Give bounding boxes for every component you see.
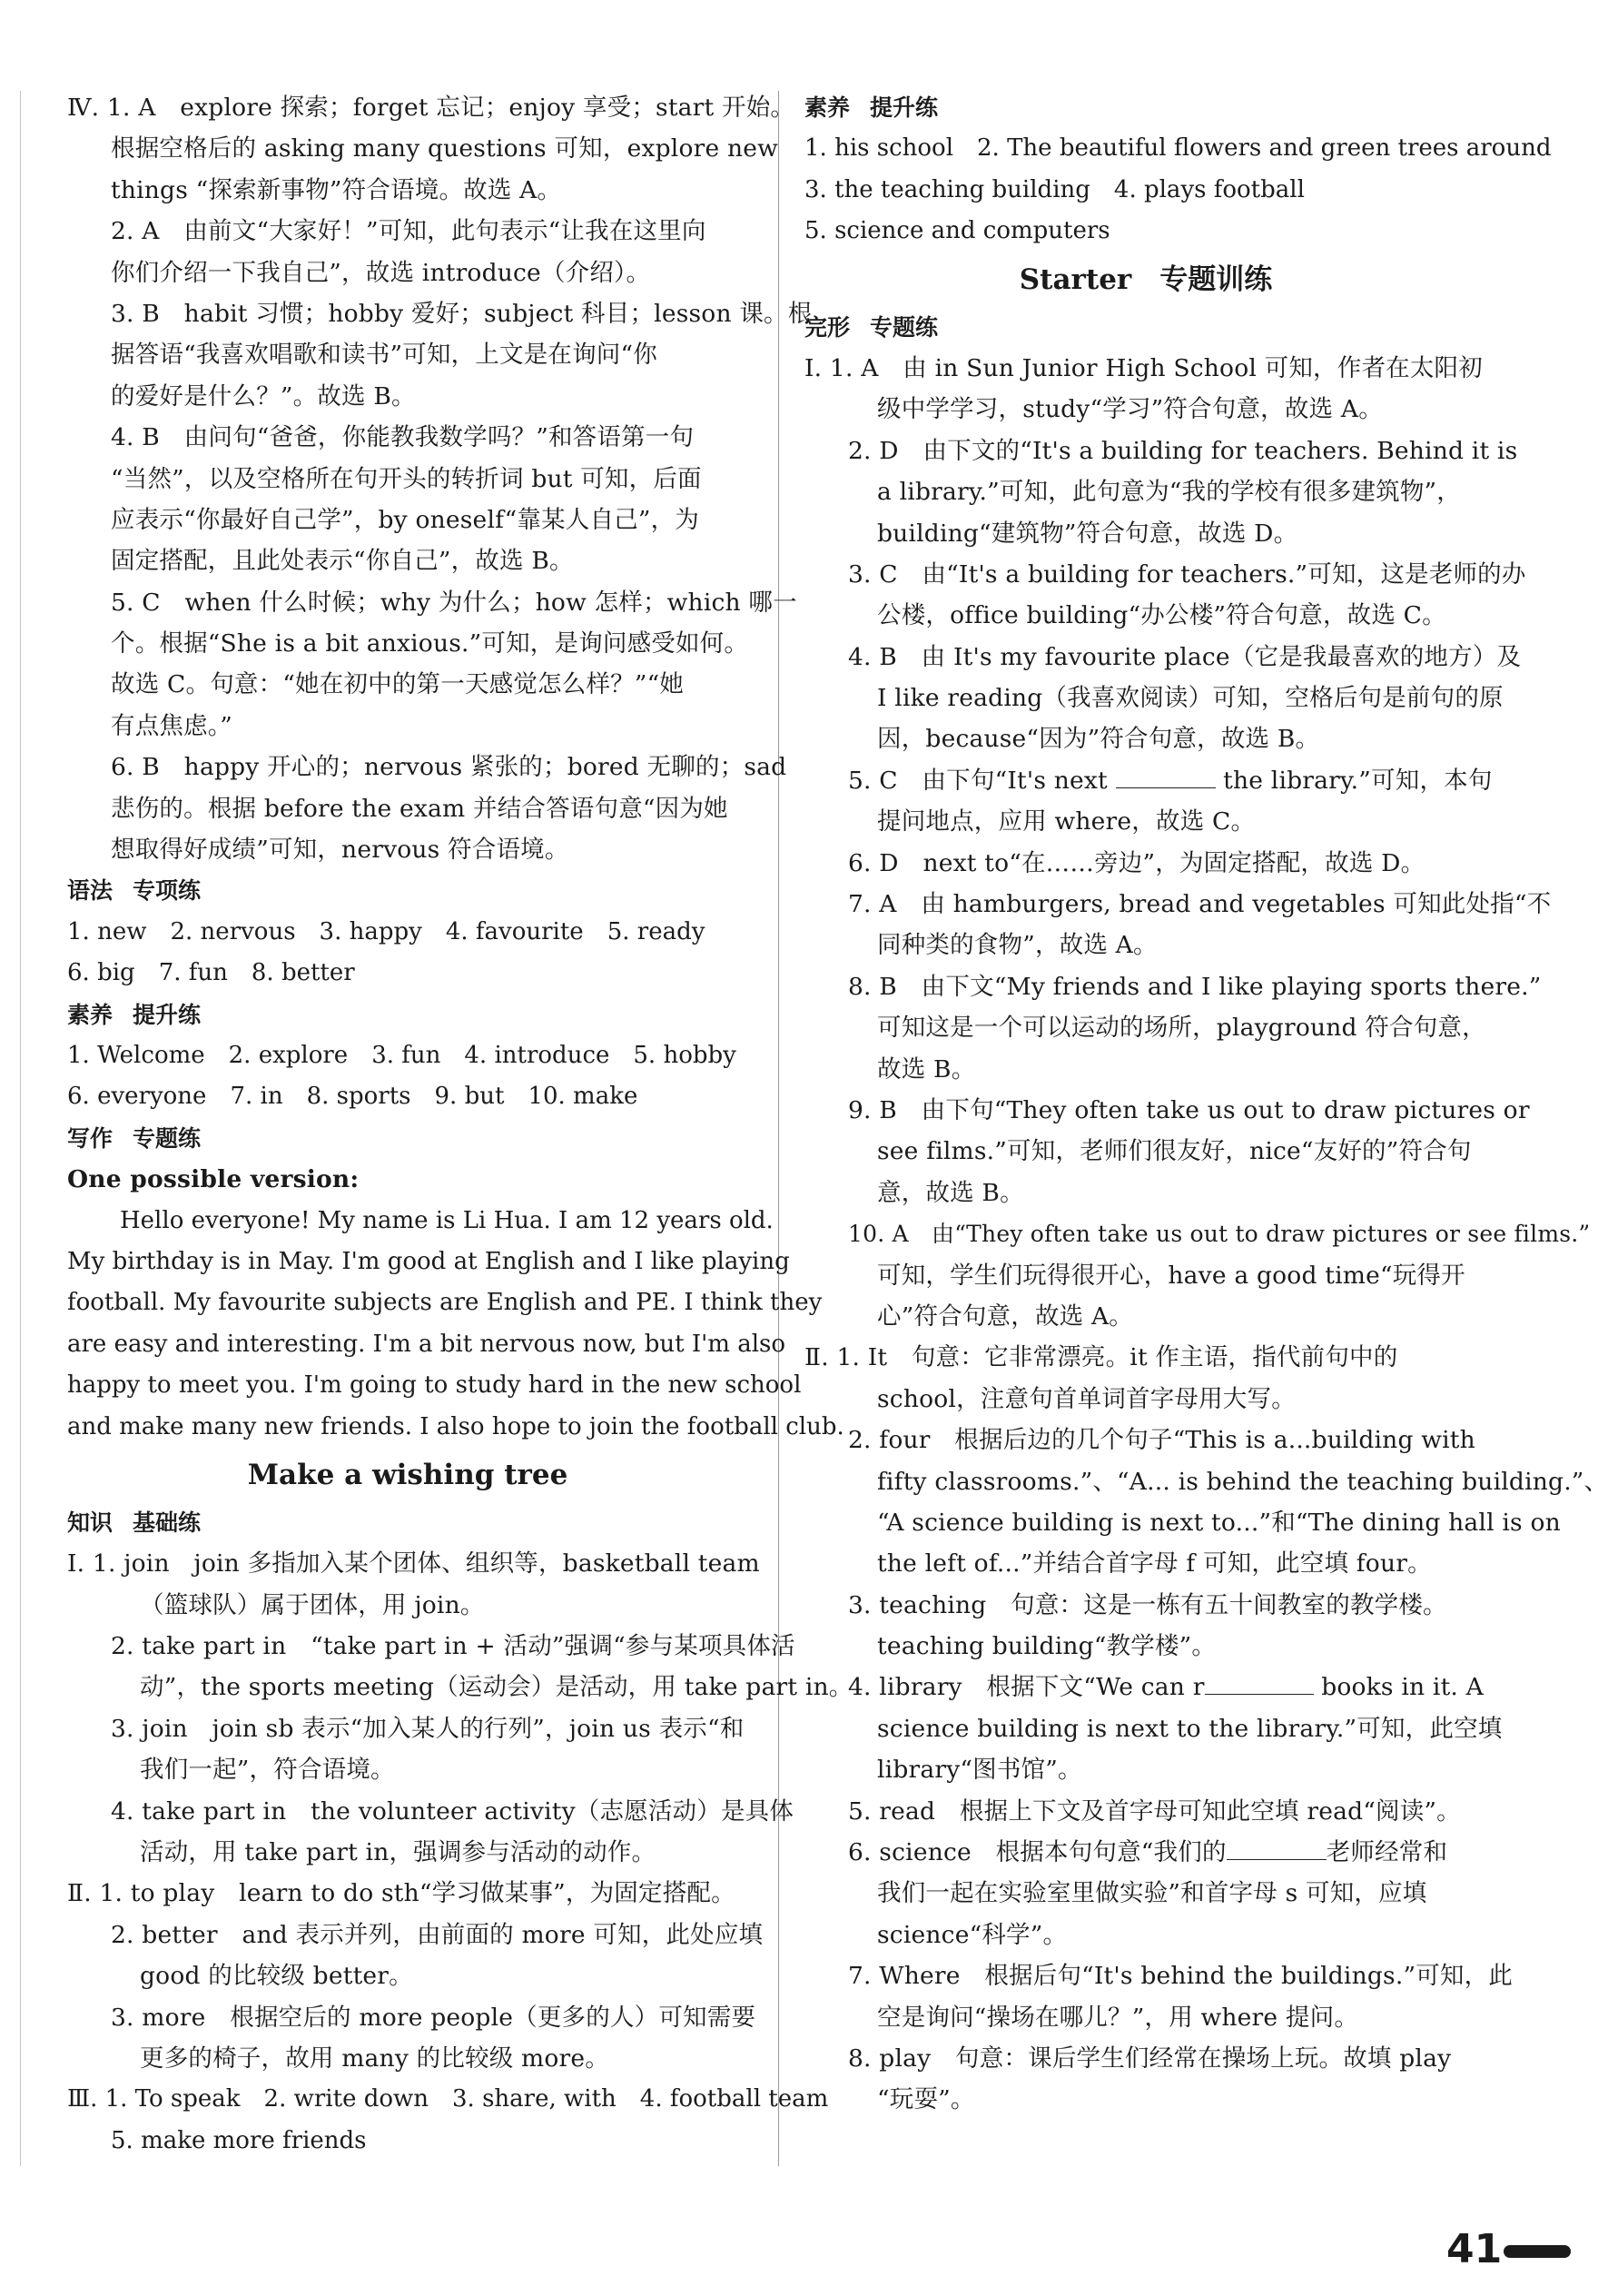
answer-item: 5. hobby — [633, 1041, 736, 1069]
answer-item: 3. the teaching building — [804, 175, 1090, 203]
answer-item: 1. new — [67, 917, 147, 945]
answer-item: 3. fun — [371, 1041, 441, 1069]
answer-item: 9. but — [434, 1083, 505, 1111]
answer-row — [804, 211, 1487, 252]
answer-item: 3. happy — [319, 917, 422, 945]
answer-item: 5. make more friends — [111, 2126, 367, 2154]
left-column — [67, 87, 853, 2162]
answer-text: books in it. A — [1321, 1673, 1485, 1702]
writing-label: One possible version: — [67, 1165, 360, 1194]
answer-line: 可知，学生们玩得很开心，have a good time“玩得开 — [877, 1261, 1465, 1290]
answer-item: 1. his school — [804, 134, 954, 163]
section-heading-grammar: 语法 专项练 — [67, 877, 202, 905]
answer-item: Ⅲ. 1. To speak — [67, 2085, 241, 2113]
answer-line: 7. Where 根据后句“It's behind the buildings.”可知，此 — [848, 1962, 1514, 1991]
answer-line: 2. A 由前文“大家好！”可知，此句表示“让我在这里向 — [111, 217, 706, 246]
answer-line: 提问地点，应用 where，故选 C。 — [877, 807, 1256, 836]
answer-line: 5. read 根据上下文及首字母可知此空填 read“阅读”。 — [848, 1796, 1461, 1826]
section-heading-cloze: 完形 专题练 — [804, 313, 939, 341]
answer-item: 4. plays football — [1113, 175, 1305, 203]
answer-item: 4. football team — [639, 2085, 829, 2113]
answer-line: 你们介绍一下我自己”，故选 introduce（介绍）。 — [111, 258, 651, 287]
answer-item: 1. Welcome — [67, 1041, 205, 1069]
answer-item: 4. introduce — [464, 1041, 610, 1069]
answer-line: 4. B 由问句“爸爸，你能教我数学吗？”和答语第一句 — [111, 423, 695, 452]
answer-line: 5. C when 什么时候；why 为什么；how 怎样；which 哪一 — [111, 588, 797, 617]
answer-line: 6. D next to“在……旁边”，为固定搭配，故选 D。 — [848, 848, 1425, 877]
answer-line: 更多的椅子，故用 many 的比较级 more。 — [140, 2044, 609, 2073]
blank-line — [1227, 1836, 1327, 1860]
right-column — [804, 87, 1608, 2121]
answer-line: building“建筑物”符合句意，故选 D。 — [877, 519, 1298, 548]
answer-text: 老师经常和 — [1326, 1838, 1448, 1867]
answer-line: 固定搭配，且此处表示“你自己”，故选 B。 — [111, 547, 574, 576]
answer-line: 3. more 根据空后的 more people（更多的人）可知需要 — [111, 2003, 756, 2032]
answer-item: 8. better — [251, 959, 355, 987]
answer-line — [804, 1832, 1487, 1873]
answer-line: 的爱好是什么？”。故选 B。 — [111, 381, 416, 411]
answer-line: （篮球队）属于团体，用 join。 — [140, 1590, 485, 1619]
answer-line: 6. B happy 开心的；nervous 紧张的；bored 无聊的；sad — [111, 753, 787, 782]
answer-row — [67, 912, 748, 953]
answer-line: 4. B 由 It's my favourite place（它是我最喜欢的地方）及 — [848, 642, 1522, 671]
answer-line: school，注意句首单词首字母用大写。 — [877, 1384, 1296, 1413]
answer-item: 5. science and computers — [804, 217, 1110, 245]
answer-line: Ⅱ. 1. to play learn to do sth“学习做某事”，为固定搭配。 — [67, 1879, 735, 1908]
answer-line: 活动，用 take part in，强调参与活动的动作。 — [140, 1838, 656, 1867]
answer-line: 4. take part in the volunteer activity（志愿活动）是具体 — [111, 1796, 794, 1826]
answer-line: 空是询问“操场在哪儿？”，用 where 提问。 — [877, 2003, 1359, 2032]
answer-line: Ⅰ. 1. join join 多指加入某个团体、组织等，basketball team — [67, 1549, 760, 1578]
answer-line: 2. take part in “take part in + 活动”强调“参与某项具体活 — [111, 1632, 795, 1661]
answer-line: 3. C 由“It's a building for teachers.”可知，这是老师的办 — [848, 559, 1526, 589]
section-heading-suyang: 素养 提升练 — [804, 94, 939, 121]
answer-text: 6. science 根据本句句意“我们的 — [848, 1838, 1227, 1867]
answer-item: 10. make — [528, 1083, 638, 1111]
answer-line: 因，because“因为”符合句意，故选 B。 — [877, 725, 1320, 754]
answer-line: 心”符合句意，故选 A。 — [877, 1301, 1134, 1331]
answer-text: 4. library 根据下文“We can r — [848, 1673, 1205, 1702]
page-number: 41 — [1446, 2226, 1503, 2272]
answer-line: 2. better and 表示并列，由前面的 more 可知，此处应填 — [111, 1920, 764, 1949]
answer-line: “A science building is next to...”和“The dining hall is on — [877, 1508, 1561, 1537]
answer-row — [804, 170, 1487, 211]
answer-line: 我们一起”，符合语境。 — [140, 1756, 395, 1785]
answer-line: 动”，the sports meeting（运动会）是活动，用 take part in。 — [140, 1673, 853, 1702]
answer-item: 3. share, with — [452, 2085, 617, 2113]
section-heading-suyang: 素养 提升练 — [67, 1001, 202, 1028]
answer-line: 根据空格后的 asking many questions 可知，explore new — [111, 134, 779, 163]
answer-item: 2. write down — [263, 2085, 429, 2113]
answer-line: 2. D 由下文的“It's a building for teachers. Behind it is — [848, 436, 1518, 465]
answer-line: 个。根据“She is a bit anxious.”可知，是询问感受如何。 — [111, 629, 749, 658]
answer-item: 5. ready — [607, 917, 705, 945]
answer-row — [67, 2079, 829, 2120]
answer-item: 6. everyone — [67, 1083, 207, 1111]
answer-item: 4. favourite — [445, 917, 584, 945]
writing-line: My birthday is in May. I'm good at English and I like playing — [67, 1247, 790, 1275]
answer-line: 应表示“你最好自己学”，by oneself“靠某人自己”，为 — [111, 505, 700, 534]
answer-item: 2. nervous — [170, 917, 296, 945]
answer-line: I like reading（我喜欢阅读）可知，空格后句是前句的原 — [877, 684, 1504, 713]
blank-line — [1205, 1670, 1314, 1695]
answer-line: 3. B habit 习惯；hobby 爱好；subject 科目；lesson 课。根 — [111, 299, 813, 328]
page-number-bar — [1504, 2245, 1571, 2258]
answer-row — [67, 953, 748, 994]
answer-line: “当然”，以及空格所在句开头的转折词 but 可知，后面 — [111, 464, 702, 493]
answer-row — [67, 1035, 748, 1076]
answer-line: 8. play 句意：课后学生们经常在操场上玩。故填 play — [848, 2044, 1452, 2073]
answer-line: 悲伤的。根据 before the exam 并结合答语句意“因为她 — [111, 794, 728, 823]
answer-line — [804, 760, 1493, 801]
answer-text: 5. C 由下句“It's next — [848, 766, 1108, 795]
answer-line: 可知这是一个可以运动的场所，playground 符合句意， — [877, 1014, 1486, 1043]
answer-line: 级中学学习，study“学习”符合句意，故选 A。 — [877, 395, 1383, 424]
answer-line: science“科学”。 — [877, 1920, 1068, 1949]
column-divider — [778, 91, 779, 2166]
answer-line: things “探索新事物”符合语境。故选 A。 — [111, 175, 562, 204]
writing-line: happy to meet you. I'm going to study hard in the new school — [67, 1371, 802, 1400]
left-margin-rule — [20, 91, 21, 2166]
answer-line: 我们一起在实验室里做实验”和首字母 s 可知，应填 — [877, 1879, 1427, 1908]
answer-line: 故选 C。句意：“她在初中的第一天感觉怎么样？”“她 — [111, 670, 685, 699]
answer-item: 2. The beautiful flowers and green trees around — [977, 134, 1552, 163]
answer-item: 2. explore — [228, 1041, 349, 1069]
answer-line: 据答语“我喜欢唱歌和读书”可知，上文是在询问“你 — [111, 341, 657, 370]
answer-line: 9. B 由下句“They often take us out to draw pictures or — [848, 1095, 1530, 1124]
answer-line: 意，故选 B。 — [877, 1178, 1024, 1207]
answer-line: library“图书馆”。 — [877, 1756, 1082, 1785]
answer-text: the library.”可知，本句 — [1223, 766, 1493, 795]
blank-line — [1116, 764, 1216, 788]
writing-line: football. My favourite subjects are English and PE. I think they — [67, 1289, 823, 1317]
answer-line: science building is next to the library.”可知，此空填 — [877, 1714, 1503, 1743]
answer-line: 7. A 由 hamburgers, bread and vegetables 可知此处指“不 — [848, 890, 1552, 919]
answer-line: 2. four 根据后边的几个句子“This is a...building with — [848, 1426, 1475, 1455]
answer-line: 故选 B。 — [877, 1054, 976, 1084]
writing-line: Hello everyone! My name is Li Hua. I am 12 years old. — [120, 1206, 774, 1234]
answer-line: see films.”可知，老师们很友好，nice“友好的”符合句 — [877, 1137, 1472, 1166]
answer-line: 公楼，office building“办公楼”符合句意，故选 C。 — [877, 601, 1446, 630]
answer-line: “玩耍”。 — [877, 2085, 975, 2114]
answer-item: 8. sports — [306, 1083, 411, 1111]
answer-line: Ⅱ. 1. It 句意：它非常漂亮。it 作主语，指代前句中的 — [804, 1343, 1398, 1372]
answer-line: 3. teaching 句意：这是一栋有五十间教室的教学楼。 — [848, 1590, 1447, 1619]
answer-row — [67, 2121, 748, 2162]
answer-line: 8. B 由下文“My friends and I like playing sports there.” — [848, 972, 1542, 1001]
answer-item: 6. big — [67, 959, 135, 987]
section-heading-writing: 写作 专题练 — [67, 1124, 202, 1152]
answer-row — [67, 1076, 748, 1117]
answer-line: good 的比较级 better。 — [140, 1962, 413, 1991]
answer-line — [804, 1667, 1487, 1707]
answer-row — [804, 128, 1552, 169]
starter-title: Starter 专题训练 — [1019, 262, 1273, 296]
answer-line: a library.”可知，此句意为“我的学校有很多建筑物”， — [877, 478, 1461, 507]
answer-line: fifty classrooms.”、“A... is behind the teaching building.”、 — [877, 1467, 1608, 1496]
answer-line: Ⅰ. 1. A 由 in Sun Junior High School 可知，作者在太阳初 — [804, 353, 1483, 382]
answer-line: 有点焦虑。” — [111, 711, 232, 740]
answer-item: 7. in — [230, 1083, 283, 1111]
answer-line: teaching building“教学楼”。 — [877, 1632, 1217, 1661]
answer-line: the left of...”并结合首字母 f 可知，此空填 four。 — [877, 1549, 1432, 1578]
unit-title: Make a wishing tree — [247, 1458, 568, 1491]
writing-line: and make many new friends. I also hope to join the football club. — [67, 1412, 844, 1440]
section-heading-knowledge: 知识 基础练 — [67, 1509, 202, 1536]
answer-line: 同种类的食物”，故选 A。 — [877, 931, 1158, 960]
answer-item: 7. fun — [158, 959, 228, 987]
answer-line: Ⅳ. 1. A explore 探索；forget 忘记；enjoy 享受；start 开始。 — [67, 94, 795, 122]
writing-line: are easy and interesting. I'm a bit nervous now, but I'm also — [67, 1330, 786, 1358]
answer-line: 3. join join sb 表示“加入某人的行列”，join us 表示“和 — [111, 1714, 745, 1743]
answer-line: 10. A 由“They often take us out to draw pictures or see films.” — [848, 1221, 1591, 1248]
answer-line: 想取得好成绩”可知，nervous 符合语境。 — [111, 836, 569, 865]
